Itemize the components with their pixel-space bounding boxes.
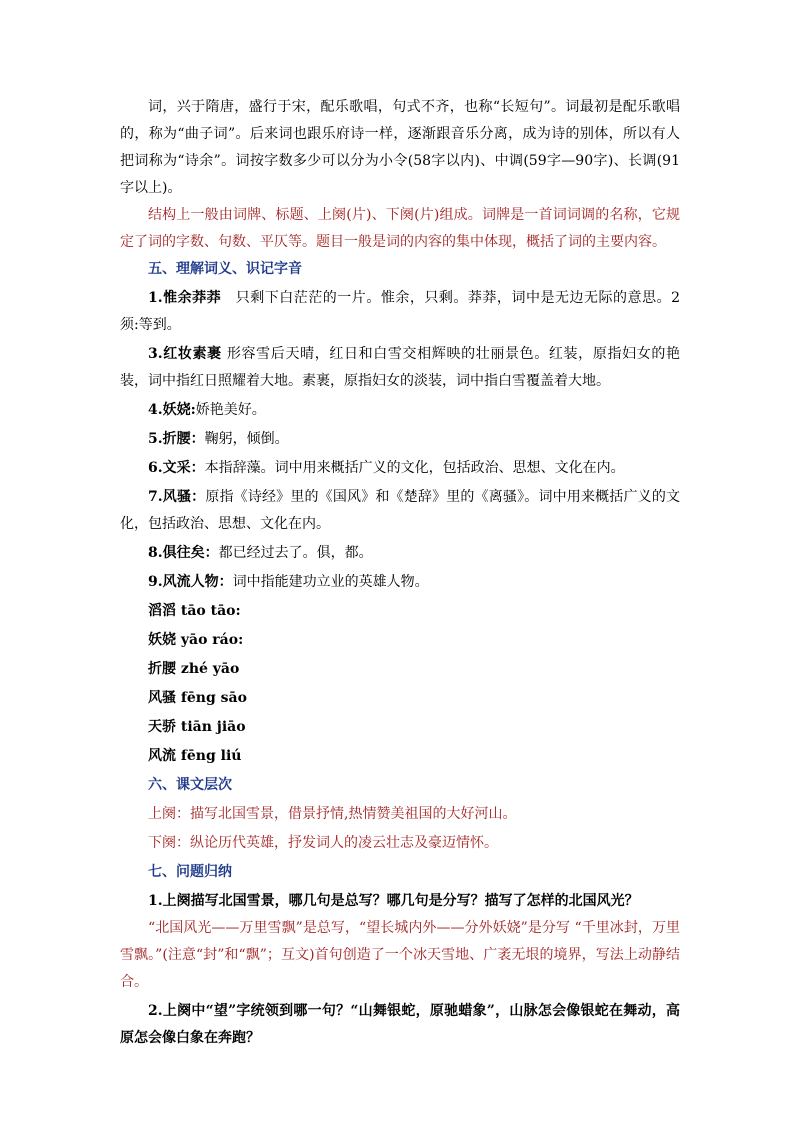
vocab-term: 4.妖娆: [148,402,196,418]
vocab-item [120,341,680,395]
section-7-heading: 七、问题归纳 [148,864,232,880]
vocab-definition: 娇艳美好。 [195,402,266,418]
vocab-definition: 形容雪后天晴，红日和白雪交相辉映的壮丽景色。红装，原指妇女的艳装，词中指红日照耀着大地。素裹，原指妇女的淡装，词中指白雪覆盖着大地。 [120,346,680,389]
vocab-item [120,540,680,567]
structure-lower: 下阕：纵论历代英雄，抒发词人的凌云壮志及豪迈情怀。 [148,835,498,851]
section-6-heading: 六、课文层次 [148,777,232,793]
vocab-definition: 只剩下白茫茫的一片。惟余，只剩。莽莽，词中是无边无际的意思。2须:等到。 [120,290,680,333]
vocab-term: 9.风流人物： [148,574,233,590]
vocab-definition: 鞠躬，倾倒。 [204,431,289,447]
vocab-term: 6.文采： [148,460,205,476]
vocab-definition: 本指辞藻。词中用来概括广义的文化，包括政治、思想、文化在内。 [204,460,625,476]
vocab-list [120,285,680,596]
vocab-item [120,569,680,596]
structure-upper: 上阕：描写北国雪景，借景抒情,热情赞美祖国的大好河山。 [148,806,517,822]
pinyin-item: 风骚 fēng sāo [148,690,247,706]
pinyin-item: 滔滔 tāo tāo: [148,603,241,619]
section-5-heading: 五、理解词义、识记字音 [148,261,302,277]
intro-paragraph-1: 词，兴于隋唐，盛行于宋，配乐歌唱，句式不齐，也称“长短句”。词最初是配乐歌唱的，称为“曲子词”。后来词也跟乐府诗一样，逐渐跟音乐分离，成为诗的别体，所以有人把词称为“诗余”。词按字数多少可以分为小令(58字以内)、中调(59字—90字)、长调(91字以上)。 [120,99,680,196]
intro-paragraph-2: 结构上一般由词牌、标题、上阕(片)、下阕(片)组成。词牌是一首词词调的名称，它规定了词的字数、句数、平仄等。题目一般是词的内容的集中体现，概括了词的主要内容。 [120,207,680,250]
vocab-term: 5.折腰： [148,431,205,447]
question-1: 1.上阕描写北国雪景，哪几句是总写？哪几句是分写？描写了怎样的北国风光？ [148,893,639,909]
vocab-definition: 词中指能建功立业的英雄人物。 [232,574,429,590]
question-2: 2.上阕中“望”字统领到哪一句？“山舞银蛇，原驰蜡象”，山脉怎会像银蛇在舞动，高原怎会像白象在奔跑？ [120,1003,680,1046]
vocab-item [120,455,680,482]
pinyin-item: 妖娆 yāo ráo: [148,632,244,648]
vocab-definition: 都已经过去了。俱，都。 [218,545,373,561]
vocab-item [120,397,680,424]
document-content [120,94,680,1052]
vocab-item [120,484,680,538]
pinyin-item: 风流 fēng liú [148,748,242,764]
vocab-definition: 原指《诗经》里的《国风》和《楚辞》里的《离骚》。词中用来概括广义的文化，包括政治、思想、文化在内。 [120,489,680,532]
vocab-item [120,285,680,339]
vocab-term: 3.红妆素裹 [148,346,222,362]
pinyin-item: 天骄 tiān jiāo [148,719,246,735]
vocab-term: 7.风骚： [148,489,206,505]
vocab-item [120,426,680,453]
pinyin-item: 折腰 zhé yāo [148,661,240,677]
vocab-term: 1.惟余莽莽 [148,290,222,306]
vocab-term: 8.俱往矣： [148,545,219,561]
pinyin-list [120,598,680,770]
answer-1: “北国风光——万里雪飘”是总写，“望长城内外——分外妖娆”是分写 “千里冰封，万里雪飘。”(注意“封”和“飘”；互文)首句创造了一个冰天雪地、广袤无垠的境界，写法上动静结合。 [120,920,680,990]
